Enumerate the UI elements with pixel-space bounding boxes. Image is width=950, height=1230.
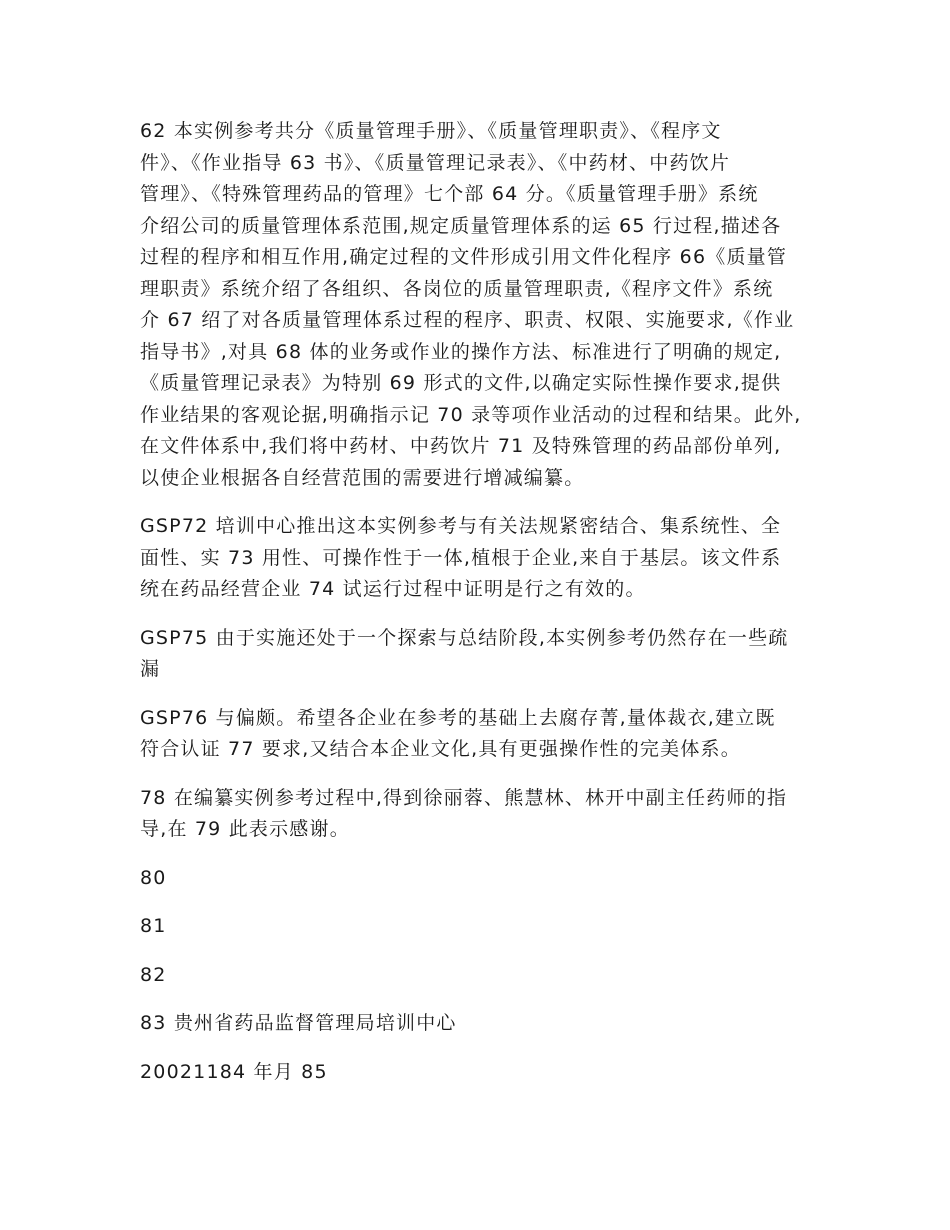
paragraph-2: GSP72 培训中心推出这本实例参考与有关法规紧密结合、集系统性、全 面性、实 73 用性、可操作性于一体,植根于企业,来自于基层。该文件系 统在药品经营企业 74 试运行过程中证明是行之有效的。 (140, 515, 782, 600)
paragraph-4: GSP76 与偏颇。希望各企业在参考的基础上去腐存菁,量体裁衣,建立既 符合认证 77 要求,又结合本企业文化,具有更强操作性的完美体系。 (140, 706, 776, 760)
line-number-82: 82 (140, 963, 167, 986)
paragraph-1: 62 本实例参考共分《质量管理手册》、《质量管理职责》、《程序文 件》、《作业指导 63 书》、《质量管理记录表》、《中药材、中药饮片 管理》、《特殊管理药品的管理》七个部 64 分。《质量管理手册》系统 介绍公司的质量管理体系范围,规定质量管理体系的运 65 行过程,描述各 过程的程序和相互作用,确定过程的文件形成引用文件化程序 66《质量管 理职责》系统介绍了各组织、各岗位的质量管理职责,《程序文件》系统 介 67 绍了对各质量管理体系过程的程序、职责、权限、实施要求,《作业 指导书》,对具 68 体的业务或作业的操作方法、标准进行了明确的规定, 《质量管理记录表》为特别 69 形式的文件,以确定实际性操作要求,提供 作业结果的客观论据,明确指示记 70 录等项作业活动的过程和结果。此外, 在文件体系中,我们将中药材、中药饮片 71 及特殊管理的药品部份单列, 以使企业根据各自经营范围的需要进行增减编纂。 (140, 120, 802, 489)
organization-signature: 83 贵州省药品监督管理局培训中心 (140, 1012, 457, 1034)
line-number-80: 80 (140, 866, 167, 889)
paragraph-5: 78 在编纂实例参考过程中,得到徐丽蓉、熊慧林、林开中副主任药师的指 导,在 79 此表示感谢。 (140, 786, 788, 840)
document-body (140, 116, 820, 1105)
date-line: 20021184 年月 85 (140, 1060, 328, 1083)
paragraph-3: GSP75 由于实施还处于一个探索与总结阶段,本实例参考仍然存在一些疏 漏 (140, 626, 789, 680)
line-number-81: 81 (140, 915, 167, 937)
